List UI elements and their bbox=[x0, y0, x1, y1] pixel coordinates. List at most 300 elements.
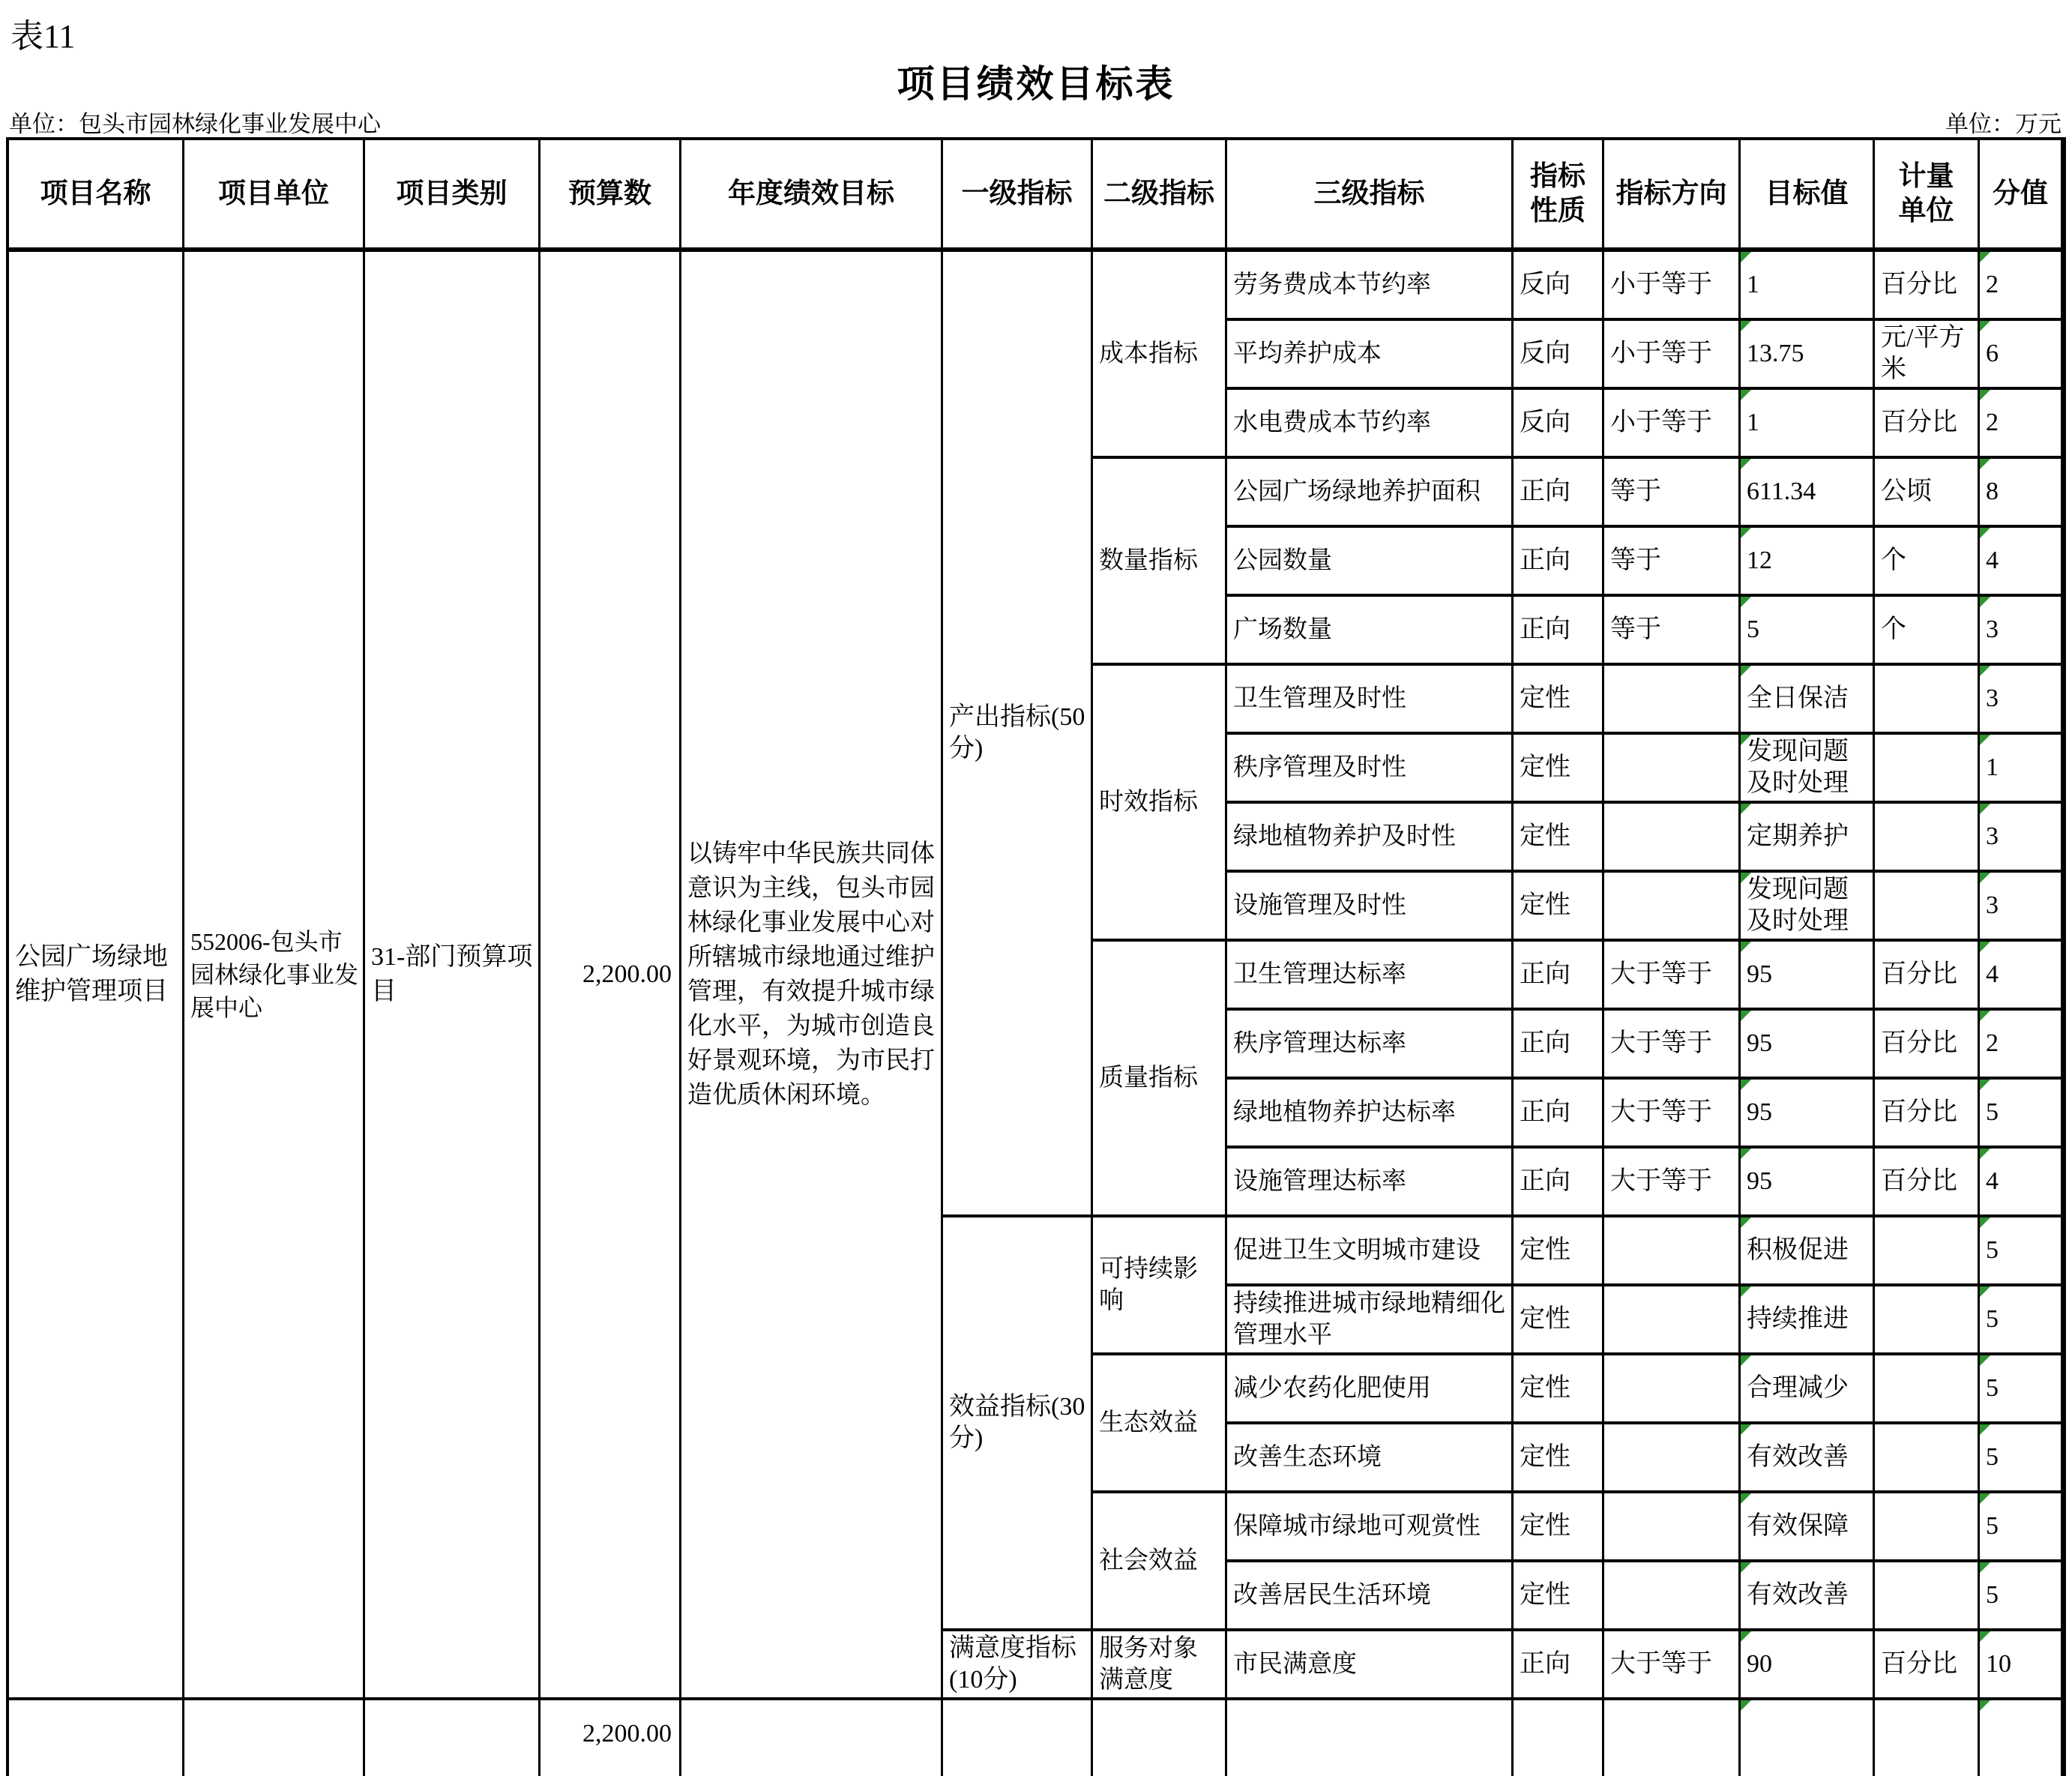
target-cell bbox=[1741, 1149, 1875, 1217]
page-title: 项目绩效目标表 bbox=[897, 63, 1175, 105]
target-cell bbox=[1741, 1217, 1875, 1286]
score-cell-label: 2 bbox=[1986, 271, 1999, 298]
level3-cell bbox=[1227, 1080, 1514, 1149]
comment-marker-icon bbox=[1980, 1217, 1990, 1228]
direction-cell bbox=[1604, 528, 1741, 597]
comment-marker-icon bbox=[1741, 1631, 1751, 1642]
score-cell bbox=[1980, 1424, 2063, 1493]
total-row-cell-11 bbox=[1875, 1700, 1980, 1776]
project-category: 31-部门预算项目 bbox=[371, 943, 533, 1005]
project-name-cell bbox=[9, 252, 184, 1700]
total-budget-cell-label: 2,200.00 bbox=[582, 1720, 672, 1748]
unit-cell bbox=[1875, 459, 1980, 528]
direction-cell bbox=[1604, 321, 1741, 390]
direction-cell-label: 等于 bbox=[1610, 615, 1661, 643]
direction-cell-label: 等于 bbox=[1610, 478, 1661, 505]
level3-cell-label: 平均养护成本 bbox=[1233, 340, 1382, 367]
unit-cell bbox=[1875, 1080, 1980, 1149]
comment-marker-icon bbox=[1741, 1217, 1751, 1228]
target-cell-label: 有效保障 bbox=[1747, 1512, 1849, 1540]
nature-cell-label: 正向 bbox=[1520, 547, 1570, 574]
comment-marker-icon bbox=[1980, 735, 1990, 745]
level3-cell bbox=[1227, 597, 1514, 666]
header-cell-5 bbox=[943, 140, 1093, 252]
nature-cell bbox=[1514, 1562, 1604, 1631]
level1-indicator-cell bbox=[943, 252, 1093, 1217]
header-cell-4 bbox=[681, 140, 943, 252]
score-cell bbox=[1980, 873, 2063, 942]
project-category-cell bbox=[365, 252, 540, 1700]
comment-marker-icon bbox=[1980, 321, 1990, 331]
unit-cell bbox=[1875, 1355, 1980, 1424]
direction-cell bbox=[1604, 1424, 1741, 1493]
project-budget-cell bbox=[540, 252, 681, 1700]
score-cell-label: 5 bbox=[1986, 1374, 1999, 1402]
comment-marker-icon bbox=[1741, 735, 1751, 745]
target-cell bbox=[1741, 1562, 1875, 1631]
target-cell bbox=[1741, 459, 1875, 528]
score-cell-label: 6 bbox=[1986, 340, 1999, 367]
unit-cell bbox=[1875, 390, 1980, 459]
score-cell bbox=[1980, 1011, 2063, 1080]
comment-marker-icon bbox=[1980, 1562, 1990, 1573]
level3-cell bbox=[1227, 873, 1514, 942]
nature-cell bbox=[1514, 1149, 1604, 1217]
nature-cell-label: 反向 bbox=[1520, 271, 1570, 298]
nature-cell-label: 定性 bbox=[1520, 891, 1570, 919]
total-row-cell-8 bbox=[1514, 1700, 1604, 1776]
target-cell-label: 定期养护 bbox=[1747, 822, 1849, 850]
level3-cell bbox=[1227, 1424, 1514, 1493]
nature-cell-label: 定性 bbox=[1520, 1374, 1570, 1402]
nature-cell-label: 正向 bbox=[1520, 478, 1570, 505]
nature-cell bbox=[1514, 321, 1604, 390]
target-cell-label: 全日保洁 bbox=[1747, 684, 1849, 712]
score-cell bbox=[1980, 942, 2063, 1011]
level1-indicator-cell bbox=[943, 1217, 1093, 1631]
header-cell-10 bbox=[1741, 140, 1875, 252]
score-cell-label: 4 bbox=[1986, 960, 1999, 988]
reporting-unit-label: 单位：包头市园林绿化事业发展中心 bbox=[9, 111, 381, 137]
score-cell bbox=[1980, 1562, 2063, 1631]
target-cell bbox=[1741, 1631, 1875, 1700]
score-cell-label: 5 bbox=[1986, 1581, 1999, 1609]
level2-indicator-cell-label: 时效指标 bbox=[1099, 789, 1198, 816]
level3-cell-label: 改善生态环境 bbox=[1233, 1444, 1382, 1471]
total-row-cell-0 bbox=[9, 1700, 184, 1776]
header-cell-2-label: 项目类别 bbox=[396, 178, 508, 209]
header-cell-8 bbox=[1514, 140, 1604, 252]
total-row-cell-2 bbox=[365, 1700, 540, 1776]
target-cell bbox=[1741, 1355, 1875, 1424]
target-cell bbox=[1741, 528, 1875, 597]
direction-cell bbox=[1604, 1355, 1741, 1424]
level3-cell-label: 劳务费成本节约率 bbox=[1233, 271, 1431, 298]
direction-cell-label: 大于等于 bbox=[1610, 1167, 1712, 1195]
target-cell bbox=[1741, 390, 1875, 459]
direction-cell bbox=[1604, 666, 1741, 735]
target-cell-label: 95 bbox=[1747, 1098, 1772, 1126]
comment-marker-icon bbox=[1741, 528, 1751, 538]
score-cell-label: 3 bbox=[1986, 684, 1999, 712]
project-name: 公园广场绿地维护管理项目 bbox=[15, 943, 168, 1005]
score-cell bbox=[1980, 597, 2063, 666]
level3-cell-label: 市民满意度 bbox=[1233, 1651, 1357, 1678]
comment-marker-icon bbox=[1741, 804, 1751, 814]
nature-cell-label: 正向 bbox=[1520, 960, 1570, 988]
level3-cell bbox=[1227, 1493, 1514, 1562]
target-cell bbox=[1741, 873, 1875, 942]
level2-indicator-cell-label: 质量指标 bbox=[1099, 1065, 1198, 1092]
direction-cell bbox=[1604, 252, 1741, 321]
level3-cell bbox=[1227, 1355, 1514, 1424]
direction-cell bbox=[1604, 1217, 1741, 1286]
level3-cell-label: 改善居民生活环境 bbox=[1233, 1582, 1431, 1609]
nature-cell-label: 定性 bbox=[1520, 822, 1570, 850]
direction-cell bbox=[1604, 735, 1741, 804]
level3-cell bbox=[1227, 1631, 1514, 1700]
level3-cell-label: 减少农药化肥使用 bbox=[1233, 1375, 1431, 1402]
comment-marker-icon bbox=[1741, 1011, 1751, 1021]
level3-cell-label: 卫生管理及时性 bbox=[1233, 685, 1406, 712]
score-cell-label: 2 bbox=[1986, 409, 1999, 436]
nature-cell bbox=[1514, 1080, 1604, 1149]
comment-marker-icon bbox=[1741, 666, 1751, 676]
target-cell-label: 有效改善 bbox=[1747, 1581, 1849, 1609]
nature-cell bbox=[1514, 873, 1604, 942]
target-cell-label: 1 bbox=[1747, 271, 1759, 298]
comment-marker-icon bbox=[1741, 1149, 1751, 1159]
direction-cell bbox=[1604, 1011, 1741, 1080]
annual-performance-target: 以铸牢中华民族共同体意识为主线，包头市园林绿化事业发展中心对所辖城市绿地通过维护管理，有效提升城市绿化水平，为城市创造良好景观环境，为市民打造优质休闲环境。 bbox=[687, 840, 935, 1109]
comment-marker-icon bbox=[1741, 252, 1751, 262]
comment-marker-icon bbox=[1741, 1286, 1751, 1297]
nature-cell-label: 正向 bbox=[1520, 1650, 1570, 1678]
score-cell bbox=[1980, 321, 2063, 390]
comment-marker-icon bbox=[1741, 1562, 1751, 1573]
comment-marker-icon bbox=[1980, 1424, 1990, 1435]
nature-cell-label: 定性 bbox=[1520, 684, 1570, 712]
level1-indicator-cell-label: 产出指标(50分) bbox=[949, 703, 1085, 762]
target-cell-label: 95 bbox=[1747, 1167, 1772, 1195]
total-row-cell-12 bbox=[1980, 1700, 2063, 1776]
unit-cell-label: 百分比 bbox=[1881, 960, 1957, 988]
score-cell bbox=[1980, 1149, 2063, 1217]
unit-cell-label: 百分比 bbox=[1881, 1098, 1957, 1126]
nature-cell bbox=[1514, 528, 1604, 597]
nature-cell-label: 正向 bbox=[1520, 1029, 1570, 1057]
target-cell-label: 13.75 bbox=[1747, 340, 1804, 367]
score-cell-label: 4 bbox=[1986, 547, 1999, 574]
header-cell-4-label: 年度绩效目标 bbox=[728, 178, 894, 209]
direction-cell-label: 大于等于 bbox=[1610, 1098, 1712, 1126]
nature-cell bbox=[1514, 1631, 1604, 1700]
score-cell-label: 2 bbox=[1986, 1029, 1999, 1057]
level3-cell-label: 设施管理及时性 bbox=[1233, 892, 1406, 919]
level3-cell bbox=[1227, 1149, 1514, 1217]
direction-cell bbox=[1604, 1493, 1741, 1562]
direction-cell bbox=[1604, 1286, 1741, 1355]
direction-cell bbox=[1604, 597, 1741, 666]
score-cell bbox=[1980, 1217, 2063, 1286]
level2-indicator-cell-label: 社会效益 bbox=[1099, 1547, 1198, 1574]
level3-cell-label: 保障城市绿地可观赏性 bbox=[1233, 1513, 1481, 1540]
direction-cell bbox=[1604, 942, 1741, 1011]
unit-cell bbox=[1875, 942, 1980, 1011]
total-budget-cell bbox=[540, 1700, 681, 1776]
nature-cell bbox=[1514, 459, 1604, 528]
level2-indicator-cell bbox=[1093, 1631, 1227, 1700]
target-cell bbox=[1741, 597, 1875, 666]
comment-marker-icon bbox=[1980, 252, 1990, 262]
unit-cell bbox=[1875, 252, 1980, 321]
target-cell bbox=[1741, 321, 1875, 390]
header-cell-0-label: 项目名称 bbox=[40, 178, 151, 209]
nature-cell bbox=[1514, 390, 1604, 459]
nature-cell bbox=[1514, 1286, 1604, 1355]
currency-unit-label: 单位：万元 bbox=[1945, 111, 2062, 137]
nature-cell-label: 定性 bbox=[1520, 753, 1570, 781]
level3-cell bbox=[1227, 528, 1514, 597]
level3-cell-label: 水电费成本节约率 bbox=[1233, 409, 1431, 436]
target-cell-label: 发现问题及时处理 bbox=[1747, 876, 1849, 935]
unit-cell-label: 个 bbox=[1881, 547, 1906, 574]
unit-cell bbox=[1875, 1011, 1980, 1080]
target-cell-label: 发现问题及时处理 bbox=[1747, 738, 1849, 797]
total-row-cell-1 bbox=[184, 1700, 365, 1776]
level2-indicator-cell bbox=[1093, 942, 1227, 1217]
target-cell-label: 合理减少 bbox=[1747, 1374, 1849, 1402]
score-cell bbox=[1980, 666, 2063, 735]
comment-marker-icon bbox=[1980, 1493, 1990, 1504]
direction-cell bbox=[1604, 1080, 1741, 1149]
comment-marker-icon bbox=[1741, 321, 1751, 331]
header-cell-9-label: 指标方向 bbox=[1615, 178, 1727, 209]
nature-cell-label: 反向 bbox=[1520, 340, 1570, 367]
unit-cell bbox=[1875, 873, 1980, 942]
nature-cell bbox=[1514, 1355, 1604, 1424]
direction-cell bbox=[1604, 1562, 1741, 1631]
comment-marker-icon bbox=[1980, 804, 1990, 814]
unit-cell-label: 百分比 bbox=[1881, 1650, 1957, 1678]
direction-cell bbox=[1604, 873, 1741, 942]
header-cell-12 bbox=[1980, 140, 2063, 252]
nature-cell bbox=[1514, 735, 1604, 804]
level3-cell bbox=[1227, 1011, 1514, 1080]
target-cell-label: 持续推进 bbox=[1747, 1305, 1849, 1333]
score-cell bbox=[1980, 1080, 2063, 1149]
comment-marker-icon bbox=[1980, 390, 1990, 400]
unit-cell bbox=[1875, 597, 1980, 666]
unit-cell bbox=[1875, 1286, 1980, 1355]
project-unit-cell bbox=[184, 252, 365, 1700]
comment-marker-icon bbox=[1980, 1080, 1990, 1090]
unit-cell-label: 百分比 bbox=[1881, 1167, 1957, 1195]
target-cell bbox=[1741, 1286, 1875, 1355]
header-cell-3-label: 预算数 bbox=[568, 178, 651, 209]
comment-marker-icon bbox=[1741, 459, 1751, 469]
direction-cell-label: 大于等于 bbox=[1610, 1029, 1712, 1057]
level3-cell bbox=[1227, 1286, 1514, 1355]
level2-indicator-cell bbox=[1093, 252, 1227, 459]
header-cell-10-label: 目标值 bbox=[1765, 178, 1849, 209]
header-cell-11 bbox=[1875, 140, 1980, 252]
level2-indicator-cell bbox=[1093, 666, 1227, 942]
comment-marker-icon bbox=[1980, 1011, 1990, 1021]
project-budget: 2,200.00 bbox=[582, 960, 672, 988]
level3-cell bbox=[1227, 1562, 1514, 1631]
target-cell-label: 12 bbox=[1747, 547, 1772, 574]
total-row-cell-7 bbox=[1227, 1700, 1514, 1776]
nature-cell bbox=[1514, 1217, 1604, 1286]
score-cell bbox=[1980, 804, 2063, 873]
target-cell-label: 积极促进 bbox=[1747, 1236, 1849, 1264]
score-cell-label: 5 bbox=[1986, 1305, 1999, 1333]
unit-cell bbox=[1875, 321, 1980, 390]
unit-cell bbox=[1875, 804, 1980, 873]
target-cell bbox=[1741, 735, 1875, 804]
target-cell bbox=[1741, 1011, 1875, 1080]
target-cell bbox=[1741, 666, 1875, 735]
score-cell-label: 3 bbox=[1986, 891, 1999, 919]
header-cell-0 bbox=[9, 140, 184, 252]
level2-indicator-cell-label: 可持续影响 bbox=[1099, 1256, 1198, 1314]
nature-cell-label: 定性 bbox=[1520, 1512, 1570, 1540]
header-cell-2 bbox=[365, 140, 540, 252]
unit-cell-label: 百分比 bbox=[1881, 409, 1957, 436]
score-cell-label: 8 bbox=[1986, 478, 1999, 505]
table-tag: 表11 bbox=[10, 18, 76, 55]
nature-cell bbox=[1514, 1424, 1604, 1493]
level1-indicator-cell bbox=[943, 1631, 1093, 1700]
unit-cell bbox=[1875, 1149, 1980, 1217]
comment-marker-icon bbox=[1980, 942, 1990, 952]
total-row-cell-4 bbox=[681, 1700, 943, 1776]
project-unit: 552006-包头市园林绿化事业发展中心 bbox=[190, 928, 359, 1021]
comment-marker-icon bbox=[1741, 1424, 1751, 1435]
comment-marker-icon bbox=[1980, 873, 1990, 883]
comment-marker-icon bbox=[1980, 1149, 1990, 1159]
level3-cell bbox=[1227, 1217, 1514, 1286]
level1-indicator-cell-label: 满意度指标(10分) bbox=[949, 1634, 1076, 1694]
score-cell bbox=[1980, 1355, 2063, 1424]
comment-marker-icon bbox=[1980, 666, 1990, 676]
unit-cell bbox=[1875, 735, 1980, 804]
level2-indicator-cell-label: 数量指标 bbox=[1099, 547, 1198, 574]
comment-marker-icon bbox=[1741, 1080, 1751, 1090]
comment-marker-icon bbox=[1741, 390, 1751, 400]
level3-cell-label: 绿地植物养护及时性 bbox=[1233, 823, 1456, 850]
level3-cell-label: 持续推进城市绿地精细化管理水平 bbox=[1233, 1290, 1505, 1349]
level3-cell-label: 公园广场绿地养护面积 bbox=[1233, 478, 1481, 505]
level3-cell bbox=[1227, 804, 1514, 873]
nature-cell bbox=[1514, 1011, 1604, 1080]
level2-indicator-cell bbox=[1093, 1493, 1227, 1631]
direction-cell bbox=[1604, 390, 1741, 459]
unit-cell bbox=[1875, 1217, 1980, 1286]
comment-marker-icon bbox=[1980, 459, 1990, 469]
level3-cell-label: 促进卫生文明城市建设 bbox=[1233, 1237, 1481, 1264]
comment-marker-icon bbox=[1980, 1286, 1990, 1297]
level3-cell bbox=[1227, 942, 1514, 1011]
target-cell bbox=[1741, 252, 1875, 321]
unit-cell-label: 个 bbox=[1881, 615, 1906, 643]
score-cell bbox=[1980, 735, 2063, 804]
score-cell-label: 3 bbox=[1986, 615, 1999, 643]
performance-target-table bbox=[6, 137, 2066, 1776]
score-cell bbox=[1980, 1286, 2063, 1355]
header-cell-1-label: 项目单位 bbox=[218, 178, 329, 209]
header-cell-3 bbox=[540, 140, 681, 252]
level3-cell bbox=[1227, 252, 1514, 321]
score-cell bbox=[1980, 459, 2063, 528]
unit-cell-label: 百分比 bbox=[1881, 1029, 1957, 1057]
level3-cell bbox=[1227, 735, 1514, 804]
target-cell-label: 1 bbox=[1747, 409, 1759, 436]
unit-cell bbox=[1875, 528, 1980, 597]
comment-marker-icon bbox=[1741, 597, 1751, 607]
direction-cell-label: 小于等于 bbox=[1610, 409, 1712, 436]
score-cell bbox=[1980, 528, 2063, 597]
comment-marker-icon bbox=[1980, 1355, 1990, 1366]
unit-cell bbox=[1875, 1562, 1980, 1631]
nature-cell bbox=[1514, 1493, 1604, 1562]
unit-cell-label: 百分比 bbox=[1881, 271, 1957, 298]
level3-cell bbox=[1227, 459, 1514, 528]
comment-marker-icon bbox=[1741, 1493, 1751, 1504]
level3-cell-label: 秩序管理及时性 bbox=[1233, 754, 1406, 781]
score-cell-label: 10 bbox=[1986, 1650, 2011, 1678]
header-cell-5-label: 一级指标 bbox=[961, 178, 1073, 209]
score-cell bbox=[1980, 252, 2063, 321]
header-cell-6 bbox=[1093, 140, 1227, 252]
target-cell bbox=[1741, 804, 1875, 873]
nature-cell bbox=[1514, 942, 1604, 1011]
header-cell-9 bbox=[1604, 140, 1741, 252]
level2-indicator-cell bbox=[1093, 1217, 1227, 1355]
level2-indicator-cell-label: 成本指标 bbox=[1099, 340, 1198, 367]
nature-cell bbox=[1514, 597, 1604, 666]
comment-marker-icon bbox=[1980, 597, 1990, 607]
unit-cell-label: 元/平方米 bbox=[1881, 324, 1965, 383]
level3-cell-label: 绿地植物养护达标率 bbox=[1233, 1099, 1456, 1126]
level2-indicator-cell-label: 生态效益 bbox=[1099, 1409, 1198, 1436]
total-row-cell-10 bbox=[1741, 1700, 1875, 1776]
direction-cell-label: 大于等于 bbox=[1610, 960, 1712, 988]
score-cell-label: 5 bbox=[1986, 1236, 1999, 1264]
nature-cell-label: 定性 bbox=[1520, 1581, 1570, 1609]
comment-marker-icon bbox=[1741, 873, 1751, 883]
header-cell-7-label: 三级指标 bbox=[1313, 178, 1425, 209]
level3-cell-label: 秩序管理达标率 bbox=[1233, 1030, 1406, 1057]
score-cell-label: 4 bbox=[1986, 1167, 1999, 1195]
direction-cell-label: 小于等于 bbox=[1610, 340, 1712, 367]
header-cell-7 bbox=[1227, 140, 1514, 252]
score-cell-label: 1 bbox=[1986, 753, 1999, 781]
nature-cell-label: 反向 bbox=[1520, 409, 1570, 436]
unit-cell bbox=[1875, 1631, 1980, 1700]
unit-cell bbox=[1875, 666, 1980, 735]
target-cell-label: 611.34 bbox=[1747, 478, 1816, 505]
score-cell bbox=[1980, 1631, 2063, 1700]
header-cell-1 bbox=[184, 140, 365, 252]
level3-cell bbox=[1227, 390, 1514, 459]
unit-cell bbox=[1875, 1424, 1980, 1493]
unit-cell bbox=[1875, 1493, 1980, 1562]
direction-cell bbox=[1604, 459, 1741, 528]
target-cell bbox=[1741, 942, 1875, 1011]
nature-cell-label: 正向 bbox=[1520, 615, 1570, 643]
